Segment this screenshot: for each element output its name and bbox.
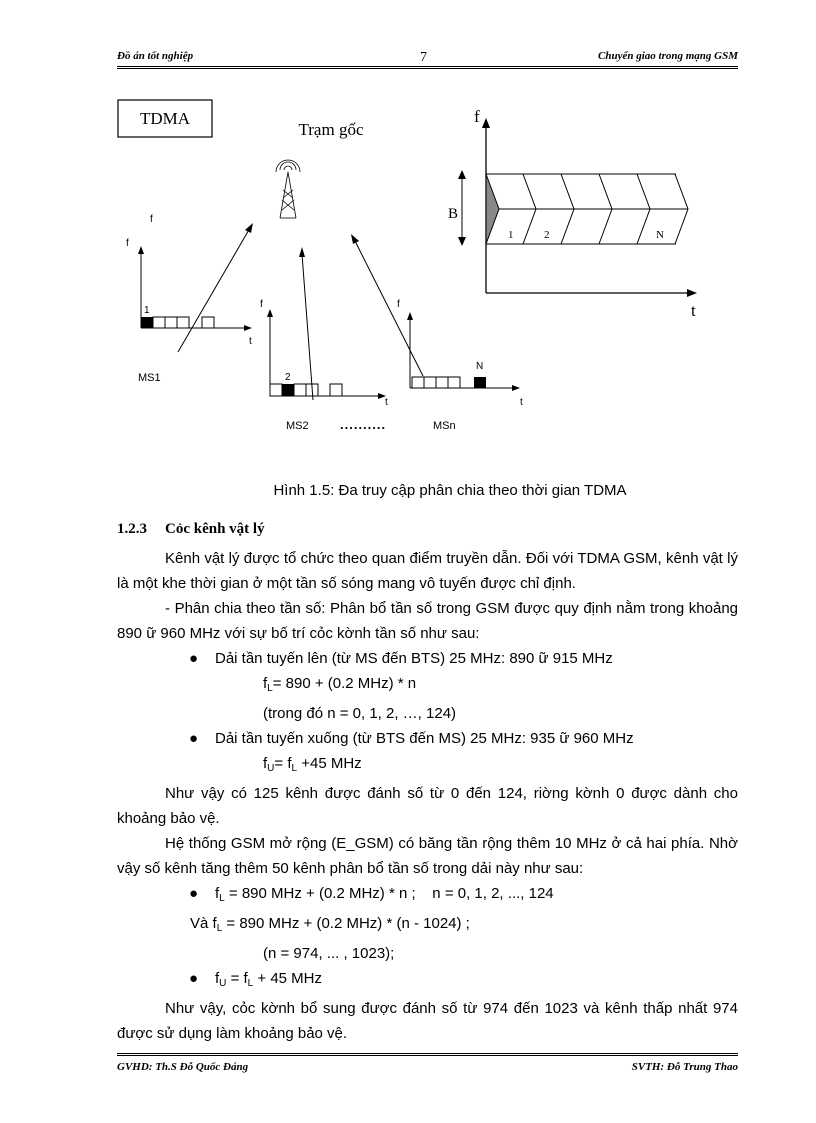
formula-downlink: $f_U= f_L +45$ MHz (263, 755, 362, 774)
frame-slot-1: 1 (508, 229, 514, 241)
frequency-time-chart (448, 107, 697, 320)
antenna-tower-icon (276, 160, 300, 218)
body-text (117, 546, 738, 1046)
bullet-egsm-downlink: ● $f_U = f_L + 45$ MHz (189, 970, 323, 989)
formula-uplink-range: (trong đó n = 0, 1, 2, …, 124) (263, 705, 457, 722)
ms2-axis-f: f (260, 299, 263, 310)
ms1-axis-f2: f (150, 214, 153, 225)
footer-right: SVTH: Đỗ Trung Thao (631, 1061, 738, 1073)
ms1-axis-f: f (126, 238, 129, 249)
msn-slot-label: N (476, 361, 484, 372)
header-right: Chuyển giao trong mạng GSM (598, 50, 738, 62)
section-heading (117, 521, 265, 538)
ms2-slot-label: 2 (285, 372, 291, 383)
frame-slot-n: N (656, 229, 664, 241)
footer-rule (117, 1053, 738, 1056)
ms2-label: MS2 (286, 420, 309, 432)
tdma-figure (0, 0, 816, 470)
section-title: Cỏc kênh vật lý (165, 521, 265, 537)
frame-slot-2: 2 (544, 229, 550, 241)
paragraph-3: Như vậy có 125 kênh được đánh số từ 0 đến 124, riờng kờnh 0 được dành cho khoảng bảo vệ. (117, 785, 738, 827)
paragraph-2: - Phân chia theo tần số: Phân bổ tần số trong GSM được quy định nằm trong khoảng 890 ữ 960 MHz với sự bố trí cỏc kờnh tần số như sau: (117, 600, 738, 642)
bullet-egsm-formula: ● $f_L = 890$ MHz + (0.2 MHz) * n ; n = 0, 1, 2, ..., 124 (189, 885, 554, 904)
formula-uplink: $f_L= 890 + (0.2$ MHz) * n (263, 675, 417, 694)
section-number: 1.2.3 (117, 521, 147, 537)
ms2-chart (260, 247, 388, 432)
ms1-axis-t: t (249, 336, 252, 347)
formula-egsm-range: (n = 974, ... , 1023); (263, 945, 395, 962)
ms1-chart (126, 214, 253, 384)
bandwidth-label: B (448, 206, 459, 222)
axis-f-label: f (474, 107, 480, 126)
bullet-uplink: ● Dải tần tuyến lên (từ MS đến BTS) 25 MHz: 890 ữ 915 MHz (189, 650, 613, 667)
ms1-slot-label: 1 (144, 305, 150, 316)
figure-caption: Hình 1.5: Đa truy cập phân chia theo thời gian TDMA (273, 482, 627, 499)
msn-chart (351, 234, 523, 432)
ms2-axis-t: t (385, 397, 388, 408)
page-number: 7 (420, 50, 427, 65)
station-label: Trạm gốc (298, 120, 364, 139)
paragraph-5: Như vậy, cỏc kờnh bổ sung được đánh số từ 974 đến 1023 và kênh thấp nhất 974 được sử dụng làm khoảng bảo vệ. (117, 1000, 738, 1042)
tdma-label: TDMA (139, 109, 191, 128)
msn-axis-t: t (520, 397, 523, 408)
axis-t-label: t (691, 301, 696, 320)
bullet-downlink: ● Dải tần tuyến xuống (từ BTS đến MS) 25 MHz: 935 ữ 960 MHz (189, 730, 634, 747)
paragraph-1: Kênh vật lý được tổ chức theo quan điểm truyền dẫn. Đối với TDMA GSM, kênh vật lý là một khe thời gian ở một tần số sóng mang vô tuyến được chỉ định. (117, 550, 738, 592)
paragraph-4: Hệ thống GSM mở rộng (E_GSM) có băng tần rộng thêm 10 MHz ở cả hai phía. Nhờ vậy số kênh tăng thêm 50 kênh phân bổ tần số trong dải này như sau: (117, 835, 738, 877)
footer-left: GVHD: Th.S Đỗ Quốc Đáng (117, 1061, 249, 1073)
ms1-label: MS1 (138, 372, 161, 384)
msn-axis-f: f (397, 299, 400, 310)
msn-label: MSn (433, 420, 456, 432)
ellipsis-dots: .......... (340, 417, 387, 432)
formula-egsm-extended: Và $f_L = 890$ MHz + (0.2 MHz) * (n - 1024) ; (190, 915, 470, 934)
header-left: Đồ án tốt nghiệp (117, 50, 194, 62)
